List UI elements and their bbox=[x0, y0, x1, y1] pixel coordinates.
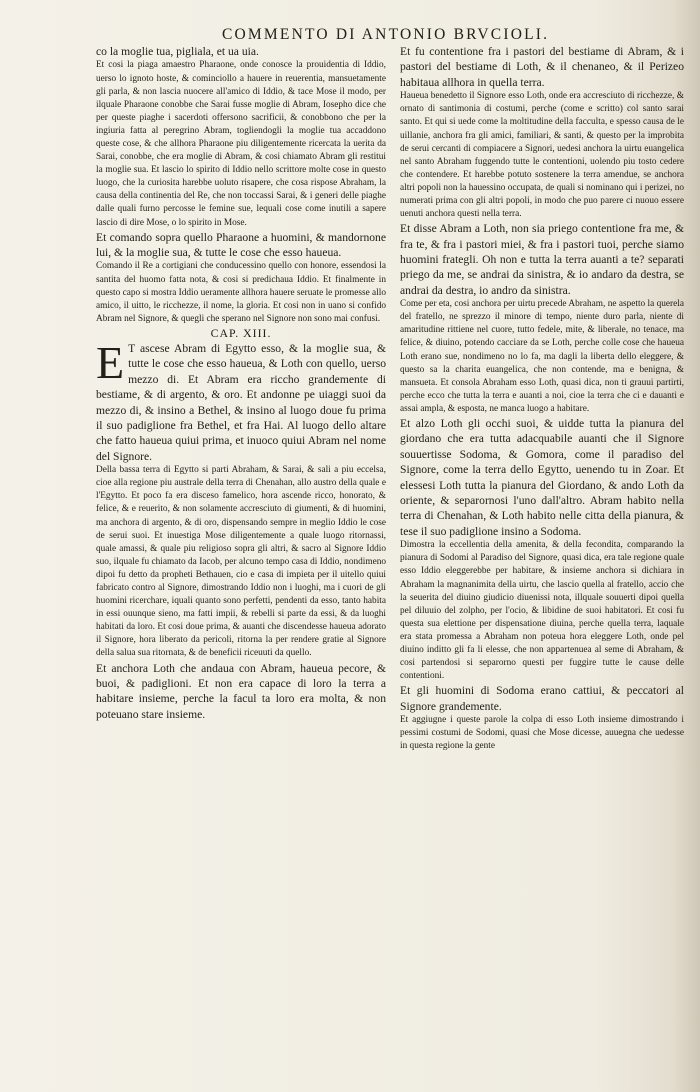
scripture-verse: co la moglie tua, pigliala, et ua uia. bbox=[96, 45, 259, 58]
commentary-paragraph: Haueua benedetto il Signore esso Loth, onde era accresciuto di ricchezze, & ornato di santimonia di costumi, perche (come e scritto) col santo sarai santo. Et qui si uede come la moltitudine della facculta, e spesso causa de le uillanie, anchora fra gli amici, familiari, & santi, & questo per la improbita de serui cercanti di compiacere a Signori, uedesi anchora la uirtu euangelica nel santo Abraham fuggendo tutte le contentioni, uolendo piu tosto cedere che contendere. Et harebbe potuto sostenere la terra amendue, se anchora altri popoli non la hauessino occupata, de quali si nominano qui i perizei, no numerati prima con gli altri popoli, in modo che puo parere ci nuouo essere uenuti anchora questi nella terra. bbox=[400, 91, 684, 220]
commentary-paragraph: Et aggiugne i queste parole la colpa di esso Loth insieme dimostrando i pessimi costumi de Sodomi, quasi che Mose dicesse, auuegna che uedesse in questa regione la gente bbox=[400, 715, 684, 752]
right-column bbox=[400, 44, 684, 753]
scripture-verse: Et anchora Loth che andaua con Abram, haueua pecore, & buoi, & padiglioni. Et non era capace di loro la terra a habitare insieme, perche la facul ta loro era molta, & non poteuano stare insieme. bbox=[96, 661, 386, 721]
scripture-verse: Et disse Abram a Loth, non sia priego contentione fra me, & fra te, & fra i pastori miei, & fra i pastori tuoi, perche siamo huomini frategli. Oh non e tutta la terra auanti a te? separati priego da me, se andrai da sinistra, & io andaro da destra, se andrai da destra, io andro da sinistra. bbox=[400, 222, 684, 297]
commentary-paragraph: Come per eta, cosi anchora per uirtu precede Abraham, ne aspetto la querela del fratello, ne sprezzo il minore di tempo, niente duro parla, niente di amaritudine rittiene nel cuore, tutto fedele, mite, & liberale, no tenace, ma felice, & diuino, potendo cacciare da se Loth, perche colle cose che haueua Loth erano sue, nondimeno no lo fa, ma dagli la liberta dello eleggere, & questo sa la charita euangelica, che non contende, ma e benigna, & mansueta. Et consola Abraham esso Loth, quasi dica, non ti grauui partirti, perche ecco che tutta la terra e auanti a noi, cioe la terra che ci e dauanti e assai ampla, & esposta, ne manca luogo a habitare. bbox=[400, 299, 684, 414]
left-column bbox=[96, 44, 386, 722]
scripture-verse: Et gli huomini di Sodoma erano cattiui, & peccatori al Signore grandemente. bbox=[400, 684, 684, 713]
scripture-verse bbox=[96, 336, 386, 464]
commentary-paragraph: Della bassa terra di Egytto si parti Abraham, & Sarai, & sali a piu eccelsa, cioe alla regione piu australe della terra di Chenahan, allo austro della quale e l'Egytto. Et poco fa era disceso famelico, hora ascende ricco, honorato, & felice, & e reuerito, & non solamente accresciuto di giumenti, & di huomini, ma anchora di argento, & di oro, dispensando sempre in meglio Iddio le cose de serui suoi. Et inuestiga Mose diligentemente a quale luogo ritornassi, quale amassi, & quale piu religioso sopra gli altri, & sacro al Signore Iddio suo, ilquale fu chiamato da Iacob, per alcuno tempo casa di Iddio, nondimeno dipoi fu detto da propheti Bethauen, cio e casa di impieta per il uitello quiui fabricato contro al Signore, dimostrando Iddio non i luoghi, ma i cuori de gli huomini ricerchare, iquali quanto sono perfetti, pendenti da esso, tanto habita in essi ouunque sieno, ma fatti impii, & rebelli si parte da essi, & da luoghi habitati da loro. Et cosi doue prima, & auanti che discendesse haueua adorato il Signore, hora liberato da pericoli, ritorna la per rendere gratie al Signore della salua sua ritornata, & de beneficii riceuuti da quello. bbox=[96, 465, 386, 659]
verse-text: T ascese Abram di Egytto esso, & la moglie sua, & tutte le cose che esso haueua, & Loth con quello, uerso mezzo di. Et Abram era riccho grandemente di bestiame, & di argento, & oro. Et andonne pe uiaggi suoi da mezzo di, & insino a Bethel, & insino al luogo doue fu prima il suo padiglione fra Bethel, et fra Hai. Al luogo dello altare che fatto haueua quiui prima, et inuoco quiui Abram nel nome del Signore. bbox=[96, 341, 386, 463]
scripture-verse: Et comando sopra quello Pharaone a huomini, & mandornone lui, & la moglie sua, & tutte le cose che esso haueua. bbox=[96, 230, 386, 260]
drop-cap-initial: E bbox=[96, 336, 125, 388]
chapter-heading: CAP. XIII. bbox=[210, 325, 272, 340]
commentary-paragraph: Dimostra la eccellentia della amenita, & della fecondita, comparando la pianura di Sodomi al Paradiso del Signore, quasi dica, era tale regione quale esso Iddio eleggerebbe per habitare, & insieme anchora si dichiara in Abraham la magnanimita della uirtu, che lascio quella al fratello, accio che la seuerita del diuino giudicio diuenissi nota, illquale souuerti dipoi quella pel diluuio del zolpho, per l'ocio, & libidine de suoi habitatori. Et cosi fu questa sua elettione per dispensatione diuina, perche quella terra, laquale era stata promessa a Abraham non poteua hora eleggere Loth, onde pel diuino inditto gli fa li elesse, che non appartenuea al seme di Abraham, & cosi partendosi si separorno questi per fuggire tutte le cause delle contentioni. bbox=[400, 540, 684, 682]
scripture-verse: Et fu contentione fra i pastori del bestiame di Abram, & i pastori del bestiame di Loth, & il chenaneo, & il Perizeo habitaua allhora in quella terra. bbox=[400, 45, 684, 89]
commentary-paragraph: Et cosi la piaga amaestro Pharaone, onde conosce la prouidentia di Iddio, uerso lo ignoto hoste, & cominciollo a hauere in reuerentia, mansuetamente gli parla, & non lascia nuocere all'amico di Iddio, & tace Mose il modo, per ilquale Pharaone conobbe che Sarai fusse moglie di Abram, Iosepho dice che per queste piaghe i sacerdoti offersono sacrificii, & conobbono che per la ingiuria fatta al peregrino Abram, togliendogli la moglie tua accaddono queste cose, & che allhora Pharaone piu diligentemente ricercata la uerita da Sarai, conobbe, che era moglie di Abram, & cosi chiamato Abram gli restitui la moglie sua. Et lascio lo spirito di Iddio nello scrittore molte cose in questo luogo, che la curiosita harebbe uoluto risapere, che cosa rispose Abraham, la causa della continentia del Re, che non toccassi Sarai, & i generi delle piaghe dalle quali furno percosse le femine sue, lequali cose come inutili a sapere lascio di dire Mose, o lo spirito in Mose. bbox=[96, 60, 386, 228]
scripture-verse: Et alzo Loth gli occhi suoi, & uidde tutta la pianura del giordano che era tutta adacquabile auanti che il Signore souuertisse Sodoma, & Gomora, come il paradiso del Signore, come la terra dello Egytto, uenendo tu in Zoar. Et elessesi Loth tutta la pianura del Giordano, & ando Loth da oriente, & separornosi l'uno dall'altro. Abram habito nella terra di Chenahan, & Loth habito nelle citta della pianura, & tese il suo padiglione insino a Sodoma. bbox=[400, 417, 684, 538]
running-head: COMMENTO DI ANTONIO BRVCIOLI. bbox=[222, 26, 550, 43]
commentary-paragraph: Comando il Re a cortigiani che conducessino quello con honore, essendosi la santita del huomo fatta nota, & cosi si predichaua Iddio. Et finalmente in questo capo si mostra Iddio ueramente allhora hauere seruate le promesse allo amico, il uitto, le ricchezze, il nome, la gloria. Et cosi non in uano si confido Abram nel Signore, & quegli che sperano nel Signore non sono mai confusi. bbox=[96, 261, 386, 324]
